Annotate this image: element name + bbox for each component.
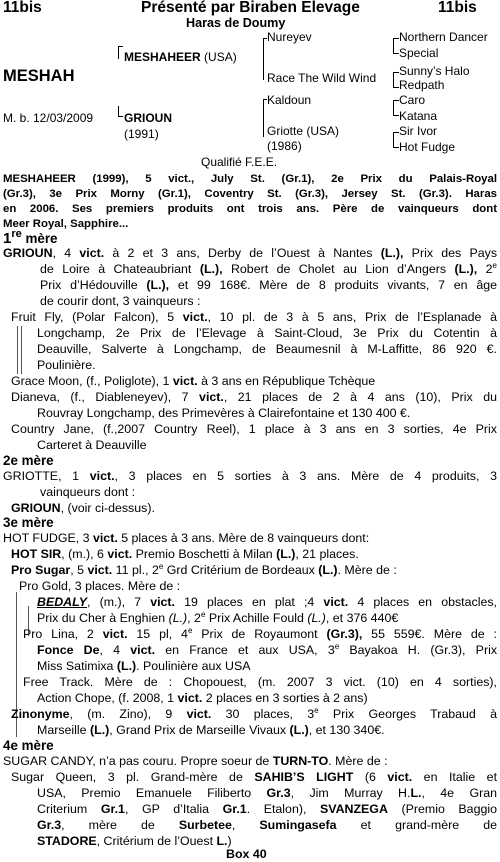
sire-dam: Race The Wild Wind: [267, 71, 377, 85]
great-grandparent: Hot Fudge: [399, 140, 456, 154]
produce-record: Grace Moon, (f., Poliglote), 1 vict. à 3 ans en République Tchèque: [11, 374, 376, 388]
qualification: Qualifié F.E.E.: [201, 155, 278, 169]
sire-text-line: MESHAHEER (1999), 5 vict., July St. (Gr.1), 2e Prix du Palais-Royal: [3, 173, 497, 185]
great-grandparent: Caro: [399, 93, 426, 107]
sire-text-line: (Gr.3), 3e Prix Morny (Gr.1), Coventry St. (Gr.3), Jersey St. (Gr.3). Haras: [3, 188, 497, 200]
produce-record: Zinonyme, (m. Zino), 9 vict. 30 places, 3e Prix Georges Trabaud à: [11, 706, 497, 721]
produce-record: Fonce De, 4 vict. en France et aux USA, 3e Bayakoa H. (Gr.3), Prix: [37, 642, 498, 657]
stud-name: Haras de Doumy: [186, 16, 286, 30]
dam-name: GRIOUN: [124, 111, 172, 125]
great-grandparent: Sunny’s Halo: [399, 64, 470, 78]
dam-record: de Loire à Chateaubriant (L.), Robert de Cholet au Lion d’Angers (L.), 2e: [40, 261, 497, 276]
horse-name: MESHAH: [3, 67, 75, 85]
produce-record: HOT SIR, (m.), 6 vict. Premio Boschetti à Milan (L.), 21 places.: [11, 547, 359, 561]
third-dam-record: HOT FUDGE, 3 vict. 5 places à 3 ans. Mère de 8 vainqueurs dont:: [3, 531, 370, 545]
section-heading-first-dam: 1re mère: [3, 228, 58, 247]
produce-record: Free Track. Mère de : Chopouest, (m. 2007 3 vict. (10) en 4 sorties),: [23, 675, 497, 689]
produce-record: BEDALY, (m.), 7 vict. 19 places en plat ;4 vict. 4 places en obstacles,: [37, 595, 497, 609]
produce-record: Gr.3, mère de Surbetee, Sumingasefa et grand-mère de: [37, 818, 497, 832]
great-grandparent: Sir Ivor: [399, 124, 438, 138]
produce-record: Sugar Queen, 3 pl. Grand-mère de SAHIB’S LIGHT (6 vict. en Italie et: [11, 770, 498, 784]
sire-text-line: en 2006. Ses premiers produits ont trois ans. Père de vainqueurs dont: [3, 203, 497, 215]
bracket: [263, 131, 264, 137]
section-heading-fourth-dam: 4e mère: [3, 738, 54, 753]
produce-record: Poulinière.: [37, 358, 96, 372]
produce-record: Fruit Fly, (Polar Falcon), 5 vict., 10 pl. de 3 à 5 ans, Prix de l’Esplanade à: [11, 310, 497, 324]
produce-record: Dianeva, (f., Diableneyev), 7 vict., 21 places de 2 à 4 ans (10), Prix du: [11, 390, 497, 404]
sire-sire: Nureyev: [267, 30, 312, 44]
produce-record: Deauville, Salverte à Longchamp, de Beaumesnil à M-Laffitte, 86 920 €.: [37, 342, 497, 356]
sire-text-line: Meer Royal, Sapphire...: [3, 218, 129, 230]
produce-record: Prix du Cher à Enghien (L.), 2e Prix Achille Fould (L.), et 376 440€: [37, 610, 399, 625]
produce-record: Country Jane, (f.,2007 Country Reel), 1 place à 3 ans en 3 sorties, 4e Prix: [11, 422, 497, 436]
produce-record: Rouvray Longchamp, des Primevères à Clairefontaine et 130 400 €.: [37, 406, 411, 420]
great-grandparent: Redpath: [399, 78, 445, 92]
dam-record: Prix d’Hédouville (L.), et 99 168€. Mère de 8 produits vivants, 7 en âge: [40, 278, 497, 292]
bracket: [118, 106, 123, 117]
dam-dam-year: (1986): [267, 139, 302, 153]
dam-year: (1991): [124, 127, 159, 141]
box-number: Box 40: [226, 847, 267, 861]
dam-record: de courir dont, 3 vainqueurs :: [40, 294, 201, 308]
indent-rule: [17, 326, 18, 374]
horse-description: M. b. 12/03/2009: [3, 111, 94, 125]
produce-record: Marseille (L.), Grand Prix de Marseille Vivaux (L.), et 130 340€.: [37, 723, 385, 737]
produce-record: Carteret à Deauville: [37, 438, 147, 452]
dam-record: GRIOUN, 4 vict. à 2 et 3 ans, Derby de l’Ouest à Nantes (L.), Prix des Pays: [3, 246, 498, 260]
great-grandparent: Katana: [399, 109, 438, 123]
produce-record: Longchamp, 2e Prix de l’Elevage à Saint-Cloud, 3e Prix du Cotentin à: [37, 326, 497, 340]
produce-record: USA, Premio Emanuele Filiberto Gr.3, Jim Murray H.L., 4e Gran: [37, 786, 497, 800]
page-title: Présenté par Biraben Elevage: [141, 0, 360, 16]
bracket: [263, 74, 264, 80]
sire-name: MESHAHEER (USA): [124, 50, 237, 64]
produce-record: Criterium Gr.1, GP d’Italia Gr.1. Etalon), SVANZEGA (Premio Baggio: [37, 802, 497, 816]
indent-rule: [21, 326, 22, 374]
fourth-dam-record: SUGAR CANDY, n’a pas couru. Propre soeur de TURN-TO. Mère de :: [3, 754, 388, 768]
section-heading-second-dam: 2e mère: [3, 453, 54, 468]
produce-record: Pro Sugar, 5 vict. 11 pl., 2e Grd Critérium de Bordeaux (L.). Mère de :: [11, 562, 397, 577]
great-grandparent: Special: [399, 46, 439, 60]
produce-record: Pro Gold, 3 places. Mère de :: [19, 579, 181, 593]
second-dam-record: GRIOTTE, 1 vict., 3 places en 5 sorties à 3 ans. Mère de 4 produits, 3: [3, 469, 497, 483]
produce-record: Pro Lina, 2 vict. 15 pl, 4e Prix de Royaumont (Gr.3), 55 559€. Mère de :: [23, 626, 497, 641]
produce-record: Action Chope, (f. 2008, 1 vict. 2 places en 3 sorties à 2 ans): [37, 691, 368, 705]
dam-sire: Kaldoun: [267, 93, 312, 107]
produce-record: STADORE, Critérium de l’Ouest L.): [37, 834, 232, 848]
bracket: [118, 46, 123, 59]
dam-dam: Griotte (USA): [267, 124, 340, 138]
second-dam-record: vainqueurs dont :: [40, 485, 136, 499]
great-grandparent: Northern Dancer: [399, 30, 488, 44]
lot-number-left: 11bis: [3, 0, 42, 16]
lot-number-right: 11bis: [438, 0, 477, 16]
produce-record: GRIOUN, (voir ci-dessus).: [11, 501, 155, 515]
produce-record: Miss Satimixa (L.). Poulinière aux USA: [37, 659, 251, 673]
section-heading-third-dam: 3e mère: [3, 515, 54, 530]
